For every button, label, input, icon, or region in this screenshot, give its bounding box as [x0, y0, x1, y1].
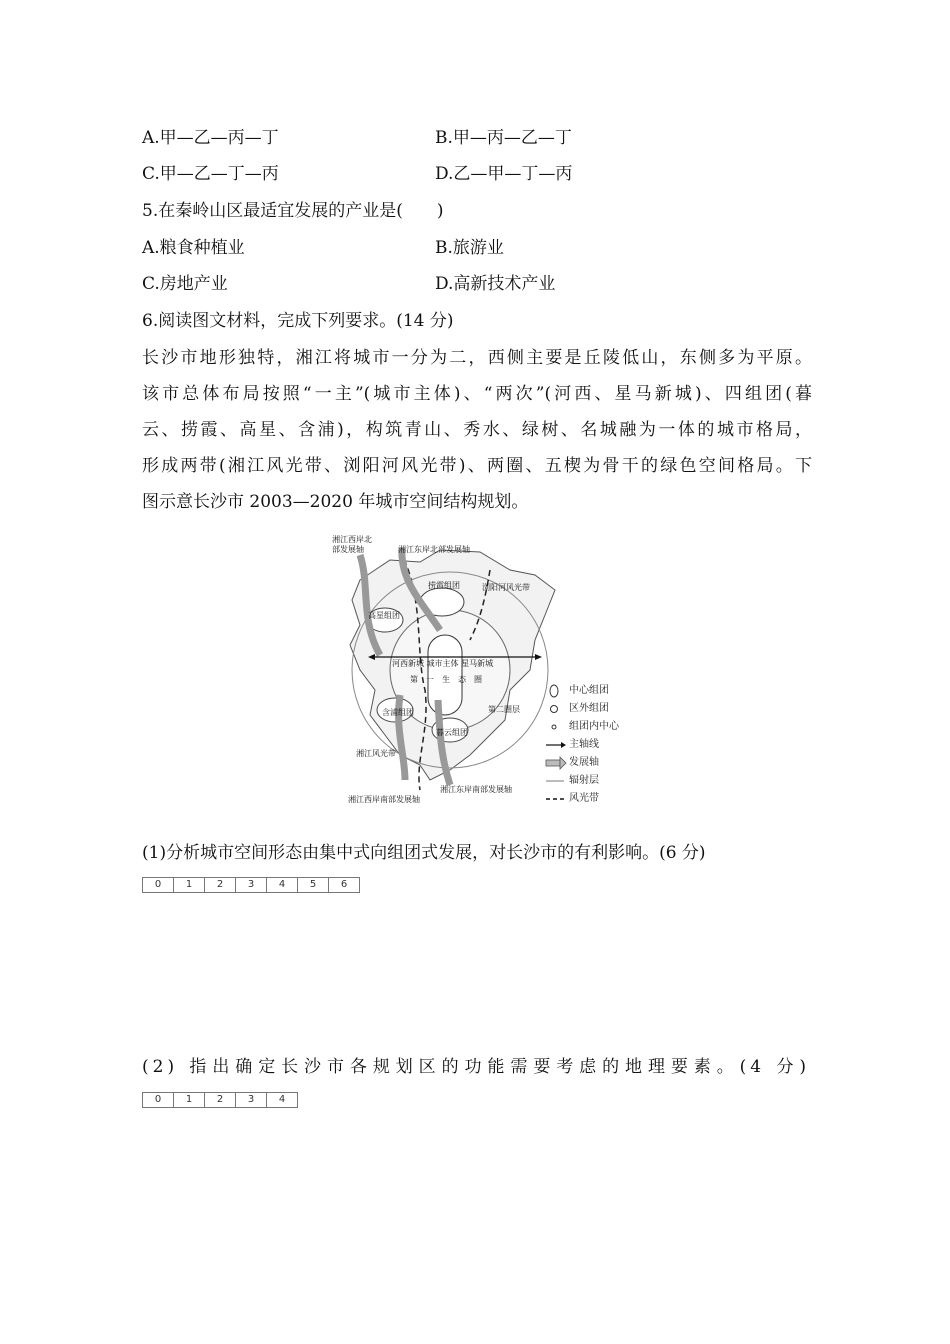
score-cell[interactable]: 4 — [278, 1094, 286, 1105]
score-cell[interactable]: 4 — [267, 878, 298, 892]
q4-option-c: C.甲—乙—丁—丙 — [142, 164, 279, 184]
legend-label: 中心组团 — [569, 685, 609, 696]
q5-option-c: C.房地产业 — [142, 274, 228, 294]
q4-option-d: D.乙—甲—丁—丙 — [435, 164, 573, 184]
material-line: 该市总体布局按照“一主”(城市主体)、“两次”(河西、星马新城)、四组团(暮 — [142, 384, 812, 404]
score-box-sub2 — [142, 1092, 298, 1108]
score-cell[interactable]: 5 — [298, 878, 329, 892]
score-cell[interactable]: 1 — [174, 878, 205, 892]
legend-label: 组团内中心 — [569, 721, 619, 732]
legend-label: 辐射层 — [569, 775, 599, 786]
q6-sub1: (1)分析城市空间形态由集中式向组团式发展，对长沙市的有利影响。(6 分) — [142, 843, 706, 863]
map-label: 含浦组团 — [382, 708, 414, 717]
legend-label: 主轴线 — [569, 739, 599, 750]
legend-row — [545, 772, 619, 790]
score-cell[interactable]: 2 — [205, 1093, 236, 1107]
map-label: 湘江西岸北 — [332, 535, 372, 544]
score-cell[interactable]: 6 — [340, 879, 348, 890]
q6-stem: 6.阅读图文材料，完成下列要求。(14 分) — [142, 311, 454, 331]
map-label: 湘江东岸南部发展轴 — [440, 785, 512, 794]
material-line: 云、捞霞、高星、含浦)，构筑青山、秀水、绿树、名城融为一体的城市格局， — [142, 420, 812, 440]
score-box-sub1 — [142, 877, 360, 893]
map-label: 湘江东岸北部发展轴 — [398, 545, 470, 554]
legend-row — [545, 790, 619, 808]
legend-scenic-band-icon — [545, 790, 567, 808]
map-label: 第二圈层 — [488, 705, 520, 714]
legend-dev-axis-icon — [545, 754, 567, 772]
legend-center-group-icon — [545, 682, 567, 700]
score-cell[interactable]: 2 — [205, 878, 236, 892]
map-label: 捞霞组团 — [428, 581, 460, 590]
legend-label: 发展轴 — [569, 757, 599, 768]
map-legend — [545, 682, 619, 808]
main-axis-arrow-right — [535, 654, 542, 660]
score-cell[interactable]: 1 — [174, 1093, 205, 1107]
q5-option-d: D.高新技术产业 — [435, 274, 556, 294]
legend-row — [545, 700, 619, 718]
score-cell[interactable]: 3 — [236, 1093, 267, 1107]
q5-option-b: B.旅游业 — [435, 238, 504, 258]
map-label: 湘江风光带 — [356, 749, 396, 758]
legend-radiation-icon — [545, 772, 567, 790]
legend-main-axis-icon — [545, 736, 567, 754]
map-label: 浏阳河风光带 — [482, 583, 530, 592]
score-cell[interactable]: 3 — [236, 878, 267, 892]
legend-row — [545, 718, 619, 736]
score-cell[interactable]: 0 — [143, 1093, 174, 1107]
q6-sub2: (2) 指出确定长沙市各规划区的功能需要考虑的地理要素。(4 分) — [142, 1057, 810, 1077]
map-label: 第 一 生 态 圈 — [410, 675, 482, 684]
material-line: 长沙市地形独特，湘江将城市一分为二，西侧主要是丘陵低山，东侧多为平原。 — [142, 348, 812, 368]
material-line: 形成两带(湘江风光带、浏阳河风光带)、两圈、五楔为骨干的绿色空间格局。下 — [142, 456, 812, 476]
map-label: 河西新城 城市主体 星马新城 — [392, 659, 494, 668]
q4-option-b: B.甲—丙—乙—丁 — [435, 128, 572, 148]
legend-row — [545, 754, 619, 772]
legend-outer-group-icon — [545, 700, 567, 718]
legend-label: 风光带 — [569, 793, 599, 804]
q5-option-a: A.粮食种植业 — [142, 238, 245, 258]
map-label: 高星组团 — [368, 611, 400, 620]
legend-label: 区外组团 — [569, 703, 609, 714]
q4-option-a: A.甲—乙—丙—丁 — [142, 128, 279, 148]
legend-row — [545, 736, 619, 754]
material-line: 图示意长沙市 2003—2020 年城市空间结构规划。 — [142, 492, 529, 512]
map-label: 部发展轴 — [332, 545, 364, 554]
q6-material — [142, 340, 812, 520]
q5-stem: 5.在秦岭山区最适宜发展的产业是( ) — [142, 201, 444, 221]
legend-inner-center-icon — [545, 718, 567, 736]
map-label: 暮云组团 — [436, 728, 468, 737]
score-cell[interactable]: 0 — [143, 878, 174, 892]
map-label: 湘江西岸南部发展轴 — [348, 795, 420, 804]
legend-row — [545, 682, 619, 700]
